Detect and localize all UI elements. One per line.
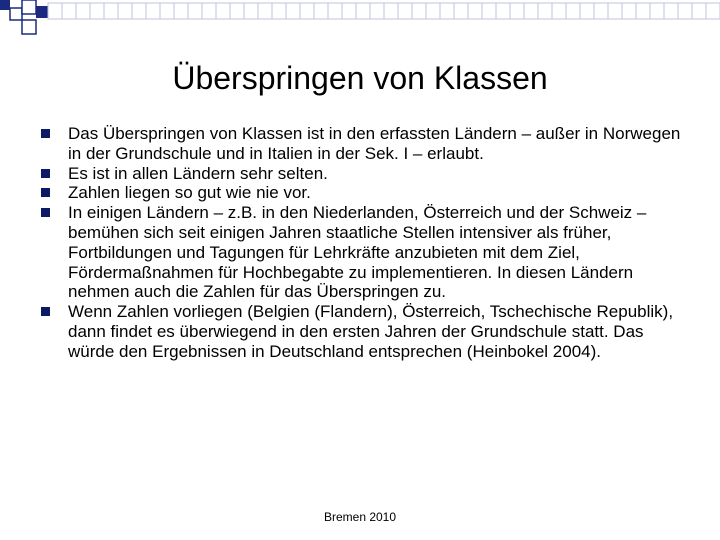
decorative-squares xyxy=(0,0,720,40)
list-item xyxy=(68,164,688,184)
bullet-list xyxy=(68,124,688,362)
bullet-text: Das Überspringen von Klassen ist in den erfassten Ländern – außer in Norwegen in der Grundschule und in Italien in der Sek. I – erlaubt. xyxy=(68,124,681,163)
square-bullet-icon xyxy=(41,129,50,138)
slide-title: Überspringen von Klassen xyxy=(172,60,548,96)
square-bullet-icon xyxy=(41,188,50,197)
square-bullet-icon xyxy=(41,169,50,178)
slide-footer: Bremen 2010 xyxy=(323,510,397,524)
bullet-text: Wenn Zahlen vorliegen (Belgien (Flandern), Österreich, Tschechische Republik), dann findet es überwiegend in den ersten Jahren der Grundschule statt. Das würde den Ergebnissen in Deutschland entsprechen (Heinbokel 2004). xyxy=(68,302,674,361)
list-item xyxy=(68,183,688,203)
bullet-text: Es ist in allen Ländern sehr selten. xyxy=(68,163,328,183)
square-bullet-icon xyxy=(41,208,50,217)
list-item xyxy=(68,302,688,361)
bullet-text: In einigen Ländern – z.B. in den Niederlanden, Österreich und der Schweiz – bemühen sich seit einigen Jahren staatliche Stellen intensiver als früher, Fortbildungen und Tagungen für Lehrkräfte anzubieten mit dem Ziel, Fördermaßnahmen für Hochbegabte zu implementieren. In diesen Ländern nehmen auch die Zahlen für das Überspringen zu. xyxy=(68,203,647,302)
list-item xyxy=(68,203,688,302)
decorative-header-pattern xyxy=(0,0,720,40)
list-item xyxy=(68,124,688,164)
bullet-text: Zahlen liegen so gut wie nie vor. xyxy=(68,183,311,203)
square-bullet-icon xyxy=(41,307,50,316)
